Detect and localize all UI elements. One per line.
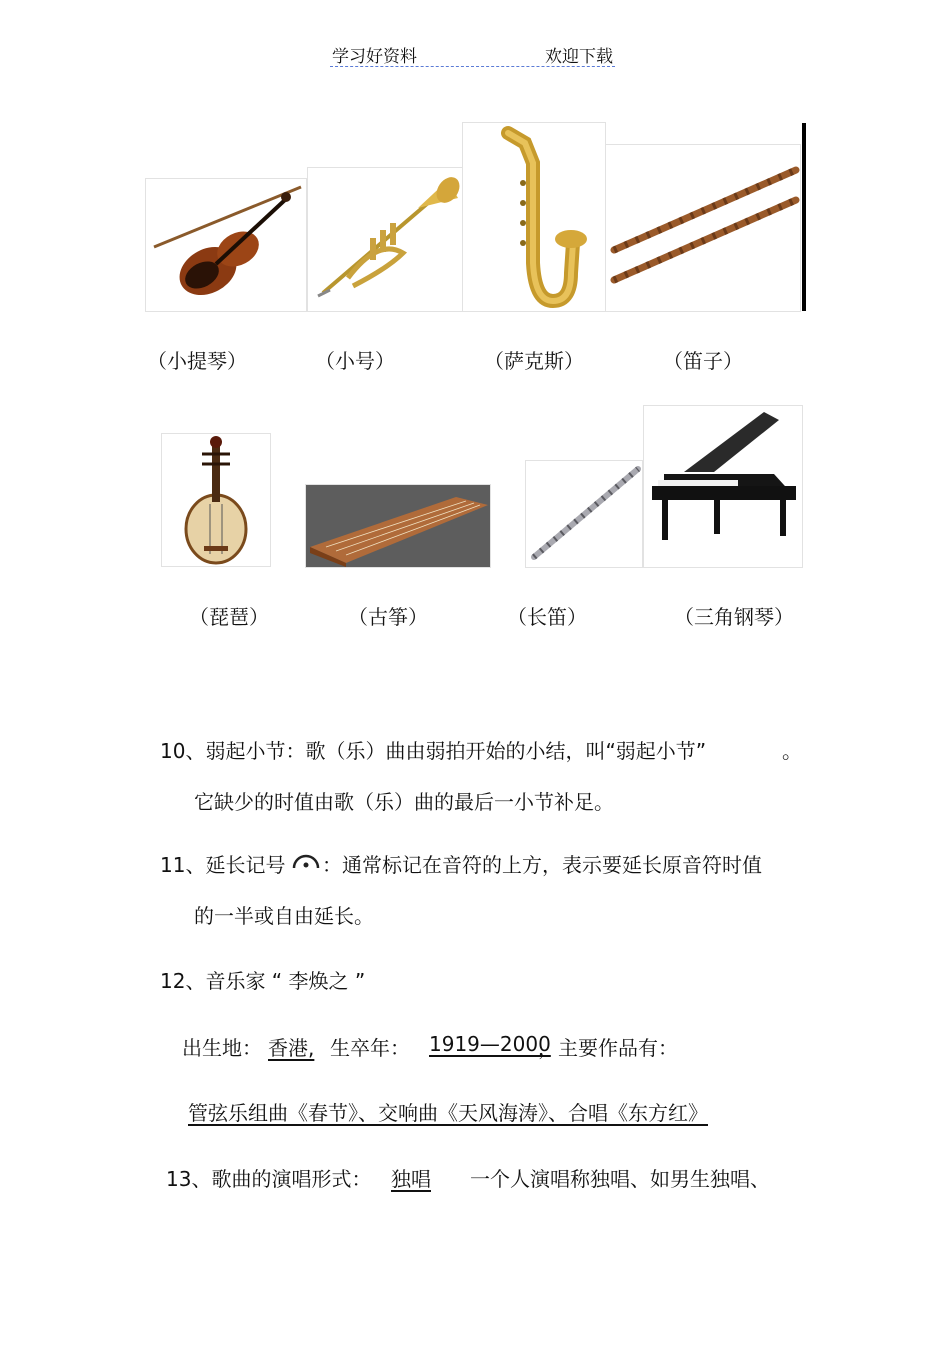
item-11-prefix: 11、延长记号 [160, 853, 286, 877]
caption-dizi: （笛子） [663, 349, 743, 373]
vertical-rule [802, 123, 806, 311]
item-12-years-value: 1919—2000 [429, 1032, 551, 1056]
caption-grand-piano: （三角钢琴） [674, 605, 794, 629]
item-13-label: 13、歌曲的演唱形式： [166, 1167, 372, 1191]
caption-flute: （长笛） [507, 605, 587, 629]
item-13-value: 独唱 [391, 1167, 431, 1191]
guzheng-image [305, 484, 491, 568]
header-left-text: 学习好资料 [332, 47, 417, 67]
item-12-works-label: ，主要作品有： [538, 1036, 678, 1060]
caption-violin: （小提琴） [147, 349, 247, 373]
item-12-birth-label: 出生地： [182, 1036, 262, 1060]
item-13-rest: 一个人演唱称独唱、如男生独唱、 [470, 1167, 770, 1191]
item-12-title: 12、音乐家 “ 李焕之 ” [160, 969, 366, 993]
flute-image [525, 460, 643, 568]
item-10-period: 。 [782, 739, 802, 763]
item-12-years-label: 生卒年： [330, 1036, 410, 1060]
fermata-icon [291, 850, 321, 872]
header-right-text: 欢迎下载 [545, 47, 613, 67]
grand-piano-image [643, 405, 803, 568]
item-11-line-2: 的一半或自由延长。 [194, 904, 374, 928]
item-12-works: 管弦乐组曲《春节》、交响曲《天风海涛》、合唱《东方红》 [188, 1101, 708, 1125]
dizi-flute-image [605, 144, 801, 312]
trumpet-image [307, 167, 463, 312]
item-11-rest: ：通常标记在音符的上方，表示要延长原音符时值 [322, 853, 762, 877]
item-12-birth-value: 香港, [268, 1036, 315, 1060]
caption-guzheng: （古筝） [348, 605, 428, 629]
pipa-image [161, 433, 271, 567]
item-10-line-1: 10、弱起小节：歌（乐）曲由弱拍开始的小结，叫“弱起小节” [160, 739, 707, 763]
saxophone-image [462, 122, 606, 312]
violin-image [145, 178, 307, 312]
caption-pipa: （琵琶） [189, 605, 269, 629]
caption-trumpet: （小号） [315, 349, 395, 373]
page-header [330, 42, 615, 67]
item-10-line-2: 它缺少的时值由歌（乐）曲的最后一小节补足。 [194, 790, 614, 814]
caption-saxophone: （萨克斯） [484, 349, 584, 373]
